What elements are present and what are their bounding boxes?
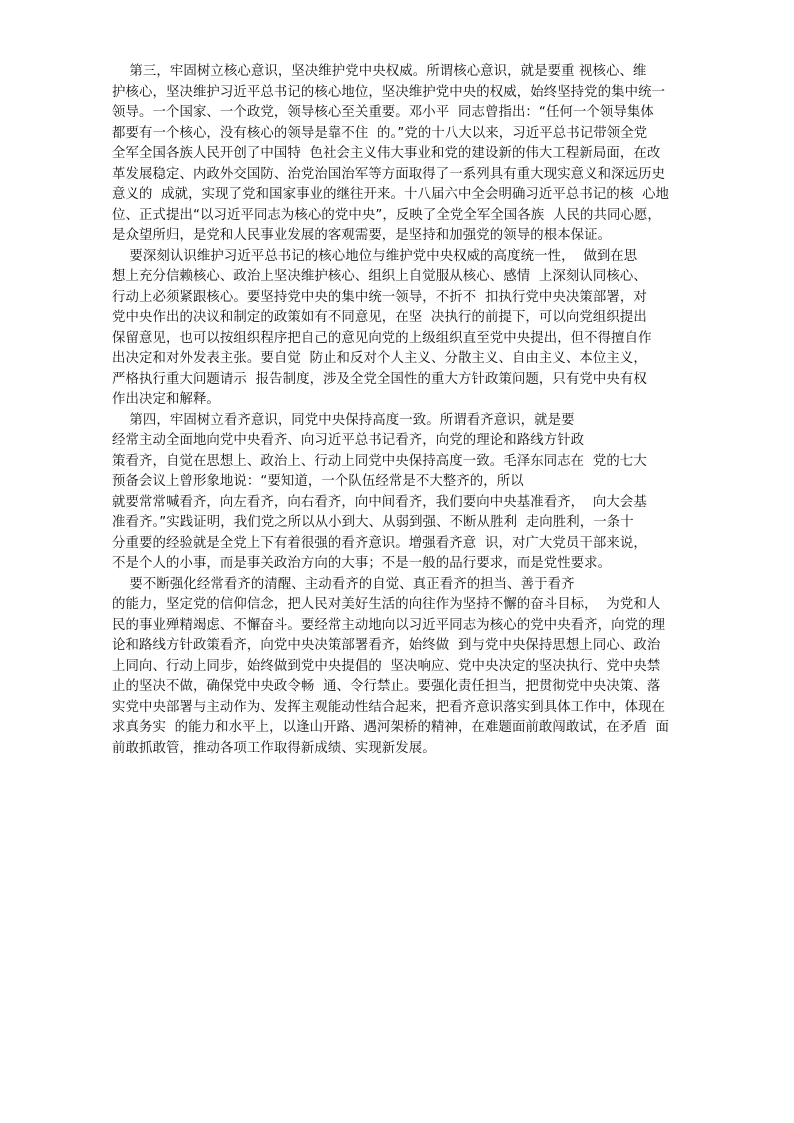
- text-line: 革发展稳定、内政外交国防、治党治国治军等方面取得了一系列具有重大现实意义和深远历史: [112, 166, 666, 182]
- text-line: 严格执行重大问题请示 报告制度，涉及全党全国性的重大方针政策问题，只有党中央有权: [112, 371, 647, 387]
- text-line: 出决定和对外发表主张。要自觉 防止和反对个人主义、分散主义、自由主义、本位主义，: [112, 351, 647, 366]
- text-line: 前敢抓敢管，推动各项工作取得新成绩、实现新发展。: [112, 740, 436, 756]
- text-line: 全军全国各族人民开创了中国特 色社会主义伟大事业和党的建设新的伟大工程新局面，在改: [112, 146, 661, 161]
- text-line: 分重要的经验就是全党上下有着很强的看齐意识。增强看齐意 识，对广大党员干部来说，: [112, 535, 647, 551]
- text-line: 策看齐，自觉在思想上、政治上、行动上同党中央保持高度一致。毛泽东同志在 党的七大: [112, 453, 647, 469]
- text-line: 要深刻认识维护习近平总书记的核心地位与维护党中央权威的高度统一性， 做到在思: [112, 248, 638, 264]
- text-line: 就要常常喊看齐，向左看齐，向右看齐，向中间看齐，我们要向中央基准看齐， 向大会基: [112, 494, 647, 510]
- text-line: 预备会议上曾形象地说：“要知道，一个队伍经常是不大整齐的，所以: [112, 474, 524, 489]
- paragraph-alignment-action: [112, 575, 692, 760]
- text-line: 位、正式提出“以习近平同志为核心的党中央”，反映了全党全军全国各族 人民的共同心愿，: [112, 207, 661, 223]
- paragraph-alignment-awareness: [112, 411, 692, 575]
- text-line: 党中央作出的决议和制定的政策如有不同意见，在坚 决执行的前提下，可以向党组织提出: [112, 310, 647, 325]
- text-line: 意义的 成就，实现了党和国家事业的继往开来。十八届六中全会明确习近平总书记的核 心地: [112, 187, 670, 202]
- text-line: 经常主动全面地向党中央看齐、向习近平总书记看齐，向党的理论和路线方针政: [112, 433, 585, 448]
- text-line: 上同向、行动上同步，始终做到党中央提倡的 坚决响应、党中央决定的坚决执行、党中央禁: [112, 658, 661, 674]
- text-line: 要不断强化经常看齐的清醒、主动看齐的自觉、真正看齐的担当、善于看齐: [112, 576, 575, 592]
- text-line: 行动上必须紧跟核心。要坚持党中央的集中统一领导，不折不 扣执行党中央决策部署，对: [112, 289, 647, 305]
- text-line: 准看齐。”实践证明，我们党之所以从小到大、从弱到强、不断从胜利 走向胜利，一条十: [112, 515, 634, 530]
- text-line: 作出决定和解释。: [112, 392, 220, 407]
- paragraph-core-unity: [112, 247, 692, 411]
- text-line: 护核心，坚决维护习近平总书记的核心地位，坚决维护党中央的权威，始终坚持党的集中统一: [112, 84, 666, 100]
- text-line: 第四，牢固树立看齐意识，同党中央保持高度一致。所谓看齐意识，就是要: [112, 412, 575, 428]
- body-text: [112, 62, 692, 759]
- text-line: 民的事业殚精竭虑、不懈奋斗。要经常主动地向以习近平同志为核心的党中央看齐，向党的理: [112, 617, 666, 633]
- text-line: 求真务实 的能力和水平上，以逢山开路、遇河架桥的精神，在难题面前敢闯敢试，在矛盾 面: [112, 720, 670, 735]
- text-line: 的能力，坚定党的信仰信念，把人民对美好生活的向往作为坚持不懈的奋斗目标， 为党和人: [112, 597, 661, 612]
- text-line: 想上充分信赖核心、政治上坚决维护核心、组织上自觉服从核心、感情 上深刻认同核心、: [112, 269, 647, 284]
- text-line: 都要有一个核心，没有核心的领导是靠不住 的。”党的十八大以来，习近平总书记带领全党: [112, 125, 648, 141]
- text-line: 是众望所归，是党和人民事业发展的客观需要，是坚持和加强党的领导的根本保证。: [112, 228, 612, 243]
- text-line: 第三，牢固树立核心意识，坚决维护党中央权威。所谓核心意识，就是要重 视核心、维: [112, 64, 647, 79]
- text-line: 保留意见，也可以按组织程序把自己的意见向党的上级组织直至党中央提出，但不得擅自作: [112, 330, 652, 346]
- text-line: 论和路线方针政策看齐，向党中央决策部署看齐，始终做 到与党中央保持思想上同心、政治: [112, 638, 661, 653]
- text-line: 实党中央部署与主动作为、发挥主观能动性结合起来，把看齐意识落实到具体工作中，体现在: [112, 699, 666, 715]
- paragraph-core-awareness: [112, 62, 692, 247]
- text-line: 领导。一个国家、一个政党，领导核心至关重要。邓小平 同志曾指出：“任何一个领导集体: [112, 105, 654, 120]
- text-line: 不是个人的小事，而是事关政治方向的大事；不是一般的品行要求，而是党性要求。: [112, 556, 612, 571]
- text-line: 止的坚决不做，确保党中央政令畅 通、令行禁止。要强化责任担当，把贯彻党中央决策、落: [112, 679, 661, 694]
